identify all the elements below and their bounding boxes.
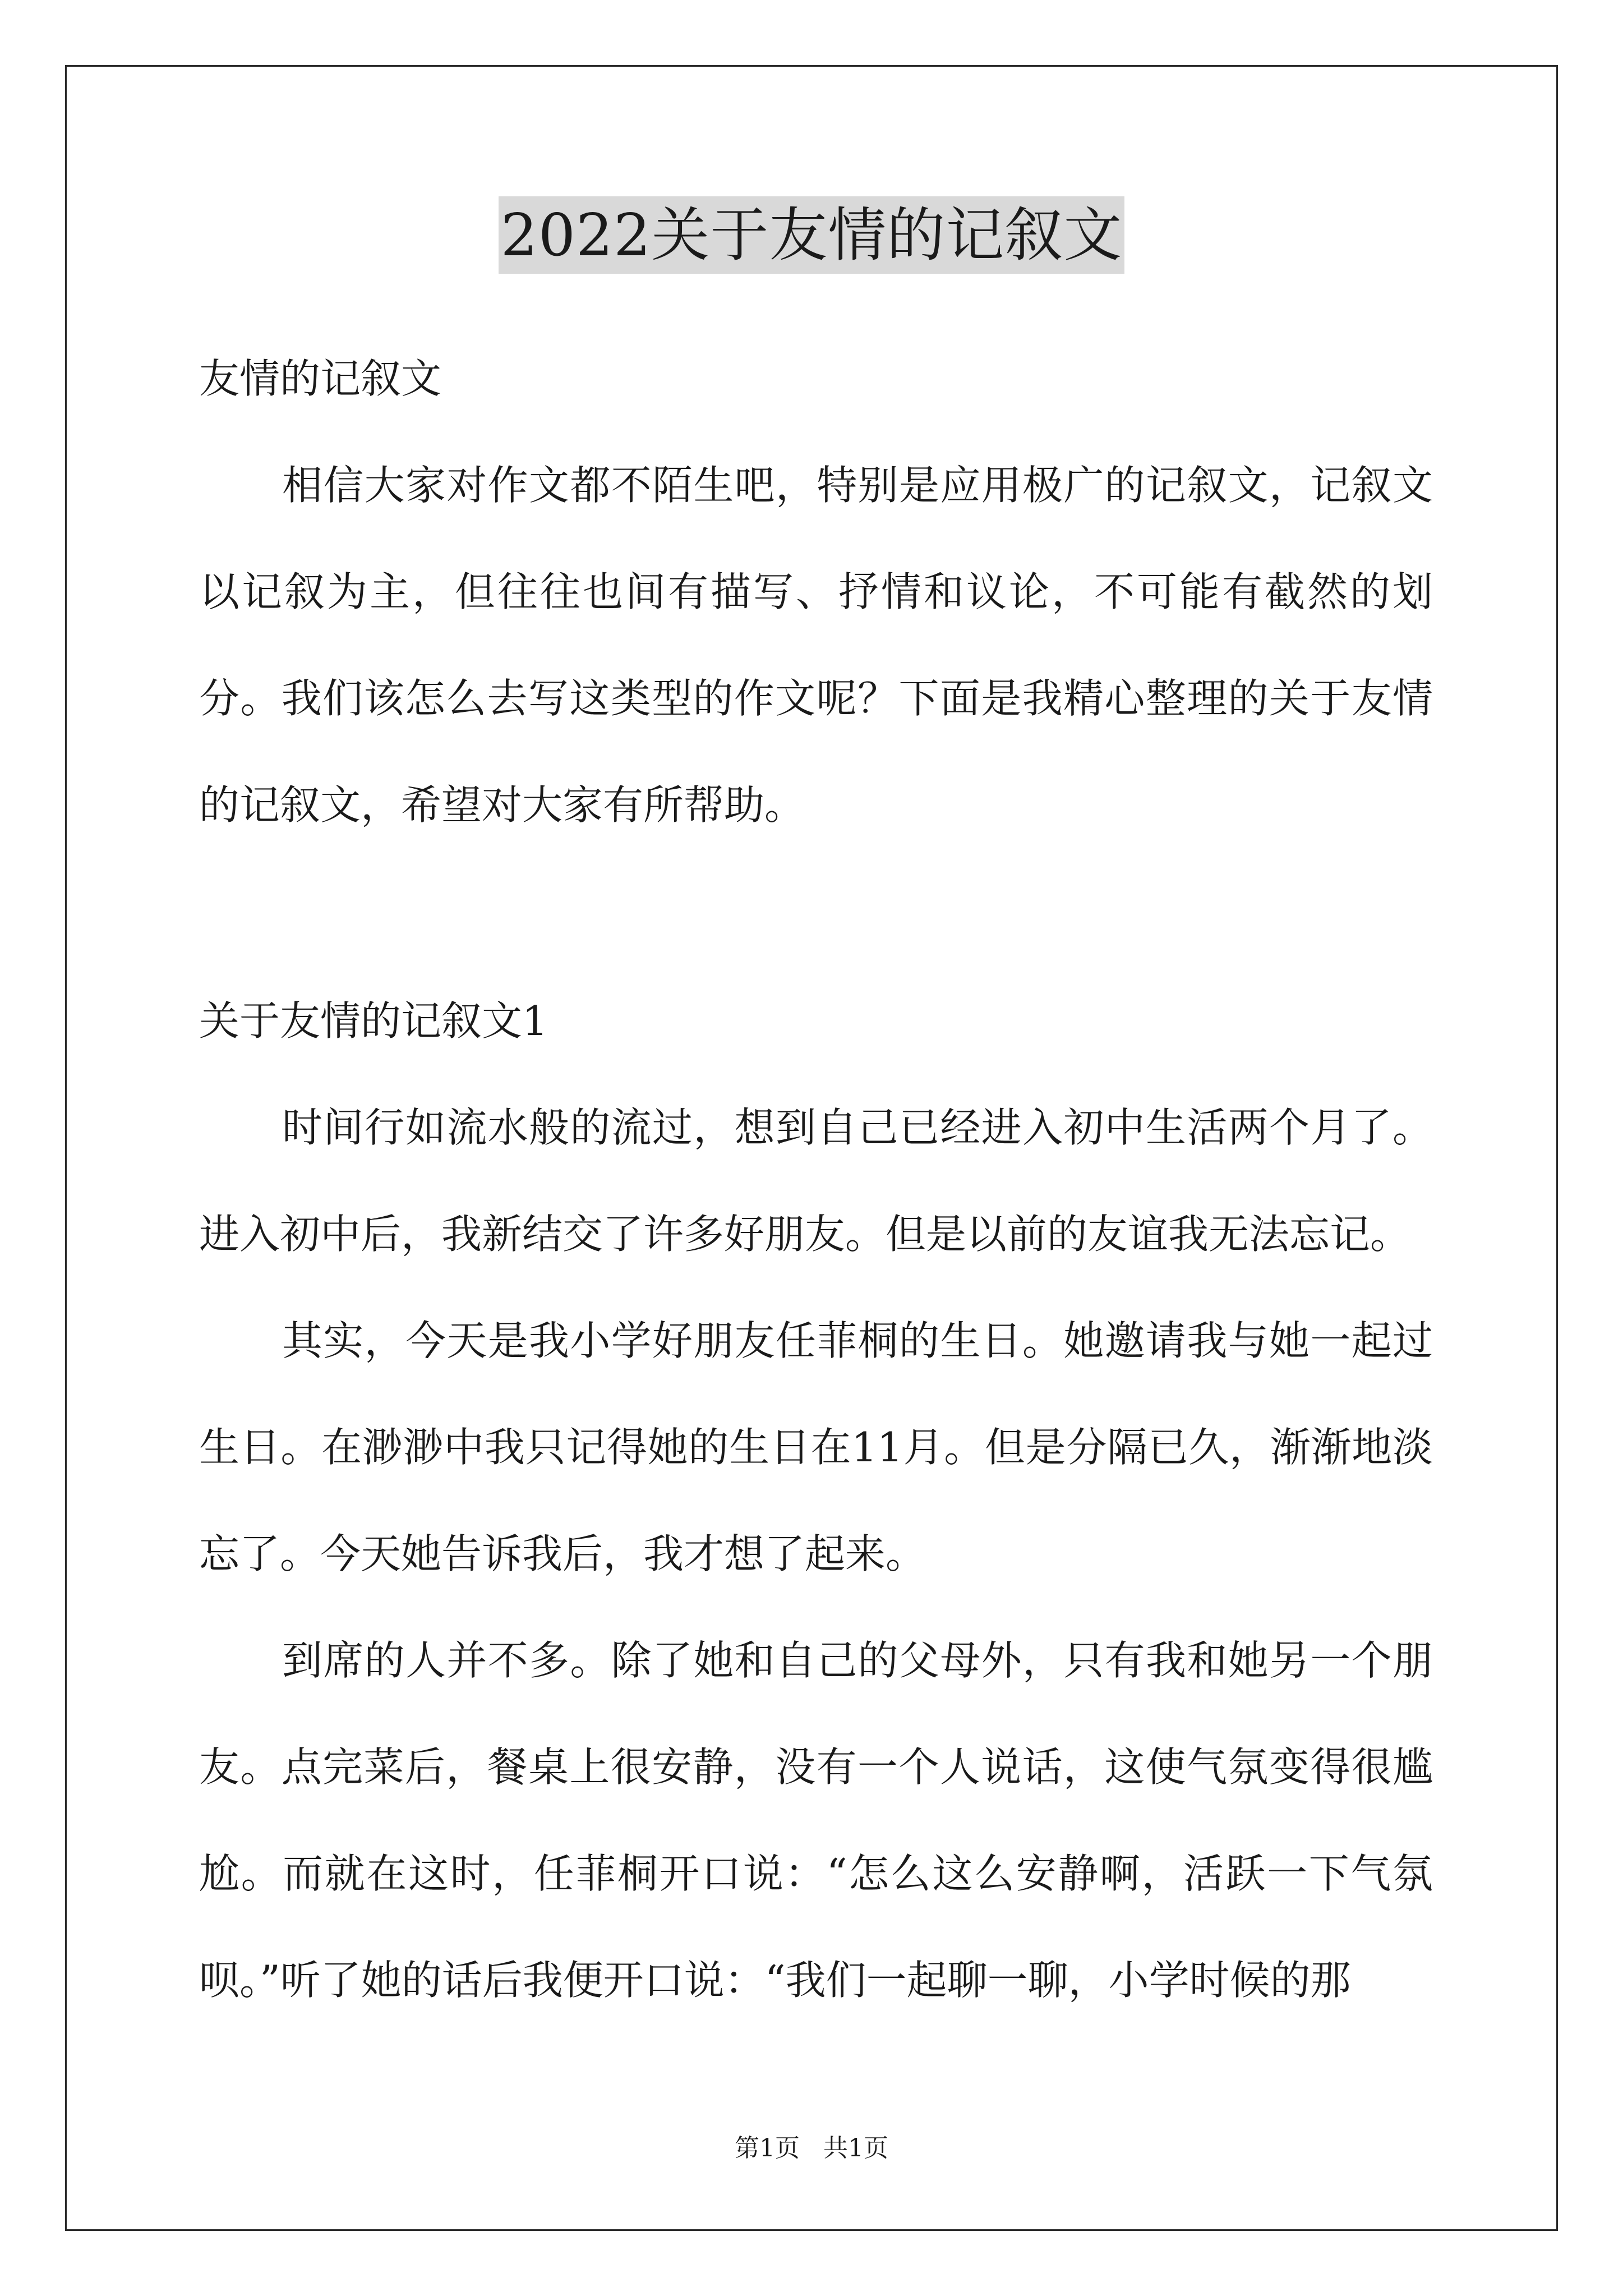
body-paragraph: 时间行如流水般的流过，想到自己已经进入初中生活两个月了。进入初中后，我新结交了许多好朋友。但是以前的友谊我无法忘记。 <box>199 1104 1433 1258</box>
section-heading: 关于友情的记叙文1 <box>199 997 548 1045</box>
intro-heading: 友情的记叙文 <box>199 355 442 402</box>
page-footer: 第1页 共1页 <box>735 2134 888 2162</box>
body-paragraph: 到席的人并不多。除了她和自己的父母外，只有我和她另一个朋友。点完菜后，餐桌上很安静，没有一个人说话，这使气氛变得很尴尬。而就在这时，任菲桐开口说：“怎么这么安静啊，活跃一下气氛呗。”听了她的话后我便开口说：“我们一起聊一聊，小学时候的那 <box>199 1637 1433 2004</box>
title-container <box>0 196 1623 274</box>
document-title: 2022关于友情的记叙文 <box>499 196 1125 274</box>
intro-paragraph: 相信大家对作文都不陌生吧，特别是应用极广的记叙文，记叙文以记叙为主，但往往也间有描写、抒情和议论，不可能有截然的划分。我们该怎么去写这类型的作文呢？下面是我精心整理的关于友情的记叙文，希望对大家有所帮助。 <box>199 462 1433 829</box>
body-paragraph: 其实，今天是我小学好朋友任菲桐的生日。她邀请我与她一起过生日。在渺渺中我只记得她的生日在11月。但是分隔已久，渐渐地淡忘了。今天她告诉我后，我才想了起来。 <box>199 1317 1433 1577</box>
